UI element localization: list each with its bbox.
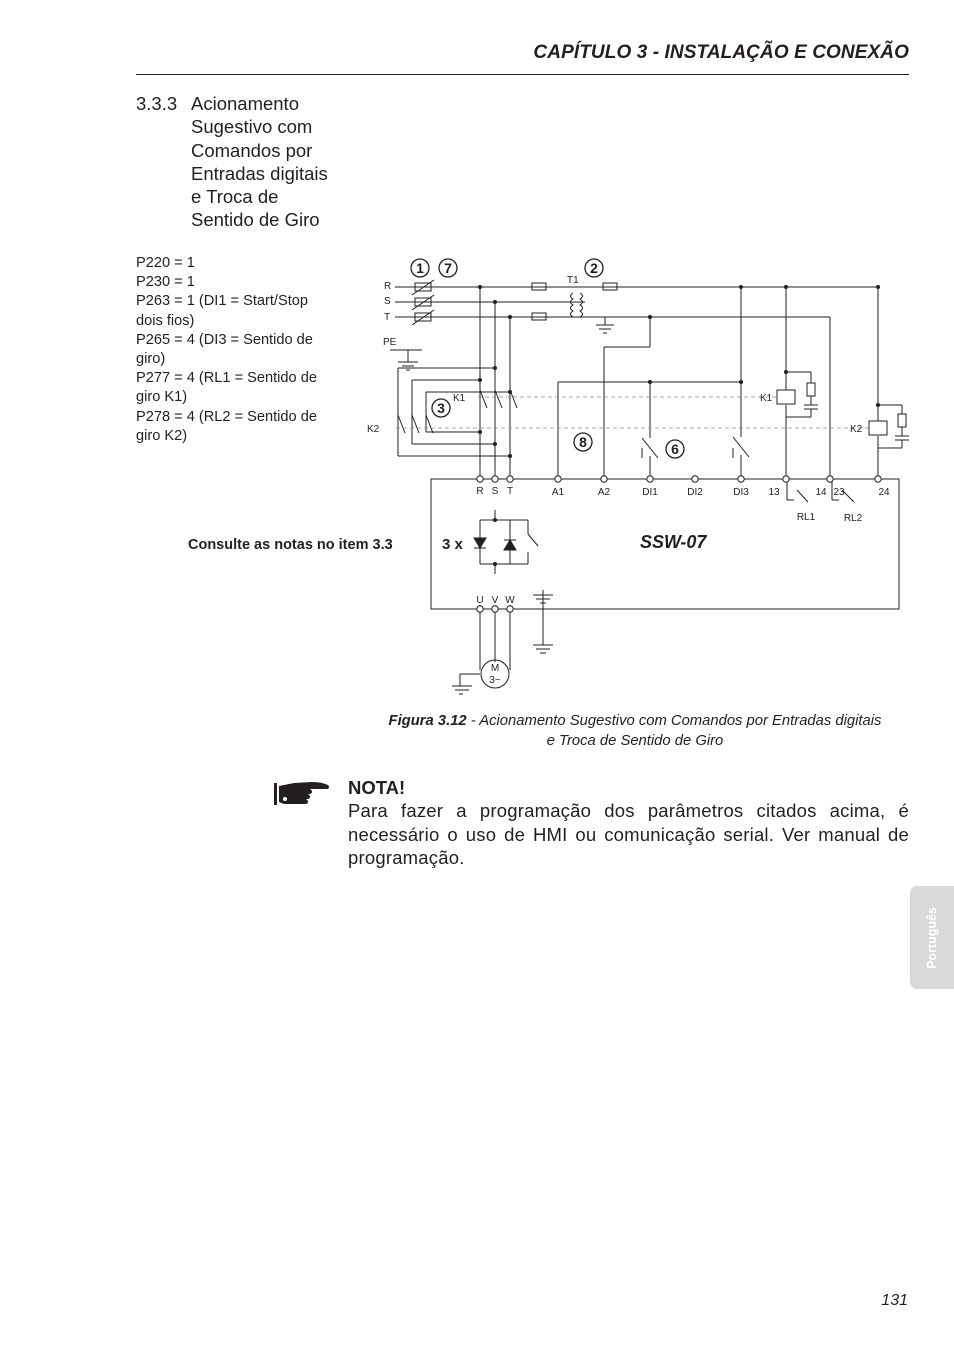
section-title-line: Sentido de Giro [191, 209, 320, 231]
callout-7: 7 [444, 260, 452, 276]
pe-label: PE [383, 337, 397, 348]
parameter-line: P263 = 1 (DI1 = Start/Stop [136, 293, 308, 310]
k1-contact-label: K1 [453, 393, 466, 404]
section-number: 3.3.3 [136, 93, 178, 114]
output-w: W [505, 595, 515, 606]
figure-caption-text: - Acionamento Sugestivo com Comandos por Entradas digitais [466, 713, 882, 729]
output-v: V [491, 595, 499, 606]
device-name: SSW-07 [640, 532, 707, 552]
note-title: NOTA! [348, 777, 406, 798]
parameter-line: P278 = 4 (RL2 = Sentido de [136, 408, 317, 425]
transformer-label: T1 [567, 275, 579, 286]
header-rule [136, 74, 909, 75]
parameter-line: P277 = 4 (RL1 = Sentido de [136, 370, 317, 387]
language-tab [910, 886, 954, 989]
terminal-a2: A2 [597, 487, 611, 498]
k1-coil-label: K1 [760, 393, 773, 404]
motor-label-phase: 3~ [489, 675, 501, 686]
section-title-line: Comandos por [191, 139, 313, 161]
terminal-23: 23 [833, 487, 845, 498]
terminal-13: 13 [768, 487, 780, 498]
parameter-list [136, 254, 341, 446]
output-u: U [476, 595, 484, 606]
section-title-line: Sugestivo com [191, 116, 313, 138]
terminal-a1: A1 [551, 487, 565, 498]
callout-1: 1 [416, 260, 424, 276]
figure-caption-line1 [350, 712, 920, 732]
k2-coil-label: K2 [850, 424, 863, 435]
terminal-di1: DI1 [642, 487, 658, 498]
phase-label-s: S [384, 296, 391, 307]
relay-label-rl1: RL1 [796, 512, 816, 523]
motor-label-m: M [490, 663, 500, 674]
parameter-line: P230 = 1 [136, 274, 195, 291]
terminal-r: R [476, 486, 484, 497]
terminal-s: S [491, 486, 499, 497]
relay-label-rl2: RL2 [843, 513, 863, 524]
section-title-line: e Troca de [191, 186, 279, 208]
callout-3: 3 [437, 400, 445, 416]
chapter-header: CAPÍTULO 3 - INSTALAÇÃO E CONEXÃO [533, 42, 909, 63]
section-title [191, 92, 351, 232]
terminal-di3: DI3 [733, 487, 749, 498]
consult-note: Consulte as notas no item 3.3 [188, 537, 393, 553]
wiring-diagram [360, 250, 920, 700]
parameter-line: giro) [136, 351, 166, 368]
callout-2: 2 [590, 260, 598, 276]
parameter-line: P265 = 4 (DI3 = Sentido de [136, 331, 313, 348]
terminal-24: 24 [878, 487, 890, 498]
note-text: Para fazer a programação dos parâmetros citados acima, é necessário o uso de HMI ou comunicação serial. Ver manual de programação. [348, 800, 909, 868]
k2-contact-label: K2 [367, 424, 380, 435]
callout-6: 6 [671, 441, 679, 457]
phase-label-r: R [384, 281, 392, 292]
figure-caption-line2: e Troca de Sentido de Giro [546, 732, 724, 749]
language-tab-label: Português [925, 907, 939, 969]
parameter-line: giro K1) [136, 389, 188, 406]
terminal-14: 14 [815, 487, 827, 498]
callout-8: 8 [579, 434, 587, 450]
figure-label: Figura 3.12 [388, 713, 467, 729]
page-number: 131 [881, 1292, 908, 1309]
figure-caption [350, 712, 920, 751]
terminal-di2: DI2 [687, 487, 703, 498]
section-title-line: Entradas digitais [191, 162, 328, 184]
phase-label-t: T [384, 312, 391, 323]
thyristor-count-label: 3 x [442, 536, 463, 553]
parameter-line: dois fios) [136, 312, 195, 329]
note-box [348, 776, 909, 870]
parameter-line: P220 = 1 [136, 255, 195, 271]
pointing-hand-icon [272, 778, 332, 810]
parameter-line: giro K2) [136, 427, 188, 444]
section-title-line: Acionamento [191, 93, 299, 114]
terminal-t: T [506, 486, 514, 497]
